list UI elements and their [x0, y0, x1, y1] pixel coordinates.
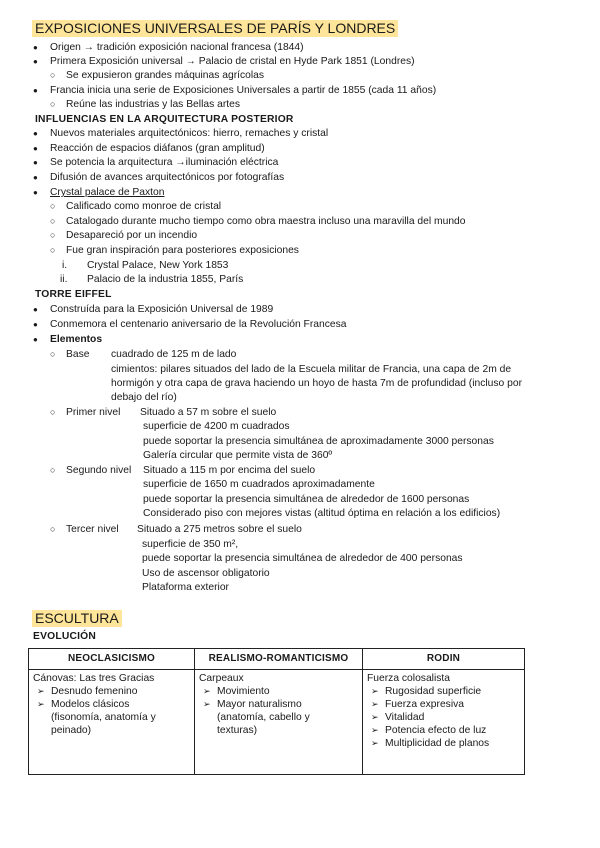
text-n3-2: superficie de 350 m², [142, 539, 239, 550]
text-primera-exposicion: Primera Exposición universal → Palacio de cristal en Hyde Park 1851 (Londres) [50, 56, 415, 67]
arrow-bullet-icon: ➢ [371, 686, 379, 696]
bullet-icon: ● [33, 129, 38, 138]
label-tercer-nivel: Tercer nivel [66, 524, 119, 535]
text-origen: Origen → tradición exposición nacional francesa (1844) [50, 42, 304, 53]
evolution-table [28, 648, 525, 775]
text-reune: Reúne las industrias y las Bellas artes [66, 99, 240, 110]
table-row [29, 670, 525, 775]
text-crystal-newyork: Crystal Palace, New York 1853 [87, 260, 229, 271]
label-base: Base [66, 349, 90, 360]
text-base-2: cimientos: pilares situados del lado de la Escuela militar de Francia, una capa de 2m de [111, 364, 512, 375]
list-item-continuation: peinado) [51, 725, 92, 736]
circle-bullet-icon: ○ [50, 216, 56, 226]
text-n2-4: Considerado piso con mejores vistas (altitud óptima en relación a los edificios) [143, 508, 501, 519]
text-conmemora: Conmemora el centenario aniversario de la Revolución Francesa [50, 319, 347, 330]
bullet-icon: ● [33, 188, 38, 197]
roman-numeral: ii. [60, 274, 68, 285]
text-construida: Construída para la Exposición Universal de 1989 [50, 304, 274, 315]
text-n2-1: Situado a 115 m por encima del suelo [143, 465, 316, 476]
arrow-bullet-icon: ➢ [37, 699, 45, 709]
arrow-bullet-icon: ➢ [203, 699, 211, 709]
text-elementos: Elementos [50, 334, 103, 345]
cell-realismo [195, 670, 363, 775]
cell-intro: Cánovas: Las tres Gracias [33, 673, 155, 684]
circle-bullet-icon: ○ [50, 349, 56, 359]
text-n1-3: puede soportar la presencia simultánea de aproximadamente 3000 personas [143, 436, 494, 447]
arrow-bullet-icon: ➢ [371, 712, 379, 722]
text-n2-2: superficie de 1650 m cuadrados aproximadamente [143, 479, 375, 490]
column-header-neoclasicismo: NEOCLASICISMO [29, 649, 195, 670]
text-catalogado: Catalogado durante mucho tiempo como obra maestra incluso una maravilla del mundo [66, 216, 466, 227]
cell-neoclasicismo [29, 670, 195, 775]
list-item: ➢ Movimiento [203, 686, 270, 697]
text-inspiracion: Fue gran inspiración para posteriores exposiciones [66, 245, 299, 256]
text-n3-4: Uso de ascensor obligatorio [142, 568, 270, 579]
bullet-icon: ● [33, 158, 38, 167]
cell-rodin [363, 670, 525, 775]
text-desaparecio: Desapareció por un incendio [66, 230, 198, 241]
text-difusion: Difusión de avances arquitectónicos por fotografías [50, 172, 285, 183]
text-maquinas: Se expusieron grandes máquinas agrícolas [66, 70, 265, 81]
text-materiales: Nuevos materiales arquitectónicos: hierro, remaches y cristal [50, 128, 329, 139]
text-n1-2: superficie de 4200 m cuadrados [143, 421, 290, 432]
heading-evolucion: EVOLUCIÓN [33, 631, 97, 642]
list-item: ➢ Modelos clásicos [37, 699, 130, 710]
circle-bullet-icon: ○ [50, 407, 56, 417]
circle-bullet-icon: ○ [50, 201, 56, 211]
heading-exposiciones: EXPOSICIONES UNIVERSALES DE PARÍS Y LONDRES [32, 20, 398, 37]
text-crystal-palace: Crystal palace de Paxton [50, 187, 165, 198]
text-n2-3: puede soportar la presencia simultánea de alrededor de 1600 personas [143, 494, 470, 505]
column-header-realismo: REALISMO-ROMANTICISMO [195, 649, 363, 670]
circle-bullet-icon: ○ [50, 524, 56, 534]
circle-bullet-icon: ○ [50, 245, 56, 255]
cell-intro: Fuerza colosalista [367, 673, 450, 684]
bullet-icon: ● [33, 173, 38, 182]
arrow-bullet-icon: ➢ [371, 699, 379, 709]
cell-intro: Carpeaux [199, 673, 244, 684]
heading-torre-eiffel: TORRE EIFFEL [35, 289, 112, 300]
bullet-icon: ● [33, 320, 38, 329]
arrow-bullet-icon: ➢ [371, 725, 379, 735]
list-item-continuation: (fisonomía, anatomía y [51, 712, 156, 723]
arrow-bullet-icon: ➢ [371, 738, 379, 748]
list-item: ➢ Vitalidad [371, 712, 425, 723]
bullet-icon: ● [33, 335, 38, 344]
circle-bullet-icon: ○ [50, 230, 56, 240]
bullet-icon: ● [33, 43, 38, 52]
text-n1-4: Galería circular que permite vista de 360º [143, 450, 333, 461]
label-segundo-nivel: Segundo nivel [66, 465, 132, 476]
list-item: ➢ Rugosidad superficie [371, 686, 482, 697]
heading-influencias: INFLUENCIAS EN LA ARQUITECTURA POSTERIOR [35, 114, 294, 125]
column-header-rodin: RODIN [363, 649, 525, 670]
text-n3-3: puede soportar la presencia simultánea de alrededor de 400 personas [142, 553, 463, 564]
list-item-continuation: (anatomía, cabello y [217, 712, 310, 723]
text-n1-1: Situado a 57 m sobre el suelo [140, 407, 277, 418]
bullet-icon: ● [33, 57, 38, 66]
text-reaccion: Reacción de espacios diáfanos (gran amplitud) [50, 143, 265, 154]
circle-bullet-icon: ○ [50, 99, 56, 109]
list-item: ➢ Mayor naturalismo [203, 699, 302, 710]
text-palacio-industria: Palacio de la industria 1855, París [87, 274, 244, 285]
list-item: ➢ Potencia efecto de luz [371, 725, 487, 736]
table-header-row [29, 649, 525, 670]
label-primer-nivel: Primer nivel [66, 407, 121, 418]
text-base-3: hormigón y otra capa de grava haciendo un hoyo de hasta 7m de profundidad (incluso por [111, 378, 523, 389]
circle-bullet-icon: ○ [50, 465, 56, 475]
text-base-1: cuadrado de 125 m de lado [111, 349, 237, 360]
list-item: ➢ Multiplicidad de planos [371, 738, 490, 749]
bullet-icon: ● [33, 305, 38, 314]
arrow-bullet-icon: ➢ [37, 686, 45, 696]
bullet-icon: ● [33, 86, 38, 95]
text-base-4: debajo del río) [111, 392, 177, 403]
list-item-continuation: texturas) [217, 725, 258, 736]
roman-numeral: i. [62, 260, 68, 271]
bullet-icon: ● [33, 144, 38, 153]
text-n3-5: Plataforma exterior [142, 582, 229, 593]
heading-escultura: ESCULTURA [32, 610, 122, 627]
text-iluminacion: Se potencia la arquitectura →iluminación eléctrica [50, 157, 279, 168]
text-francia: Francia inicia una serie de Exposiciones Universales a partir de 1855 (cada 11 años) [50, 85, 437, 96]
list-item: ➢ Fuerza expresiva [371, 699, 464, 710]
text-calificado: Calificado como monroe de cristal [66, 201, 222, 212]
arrow-bullet-icon: ➢ [203, 686, 211, 696]
circle-bullet-icon: ○ [50, 70, 56, 80]
list-item: ➢ Desnudo femenino [37, 686, 138, 697]
text-n3-1: Situado a 275 metros sobre el suelo [137, 524, 302, 535]
